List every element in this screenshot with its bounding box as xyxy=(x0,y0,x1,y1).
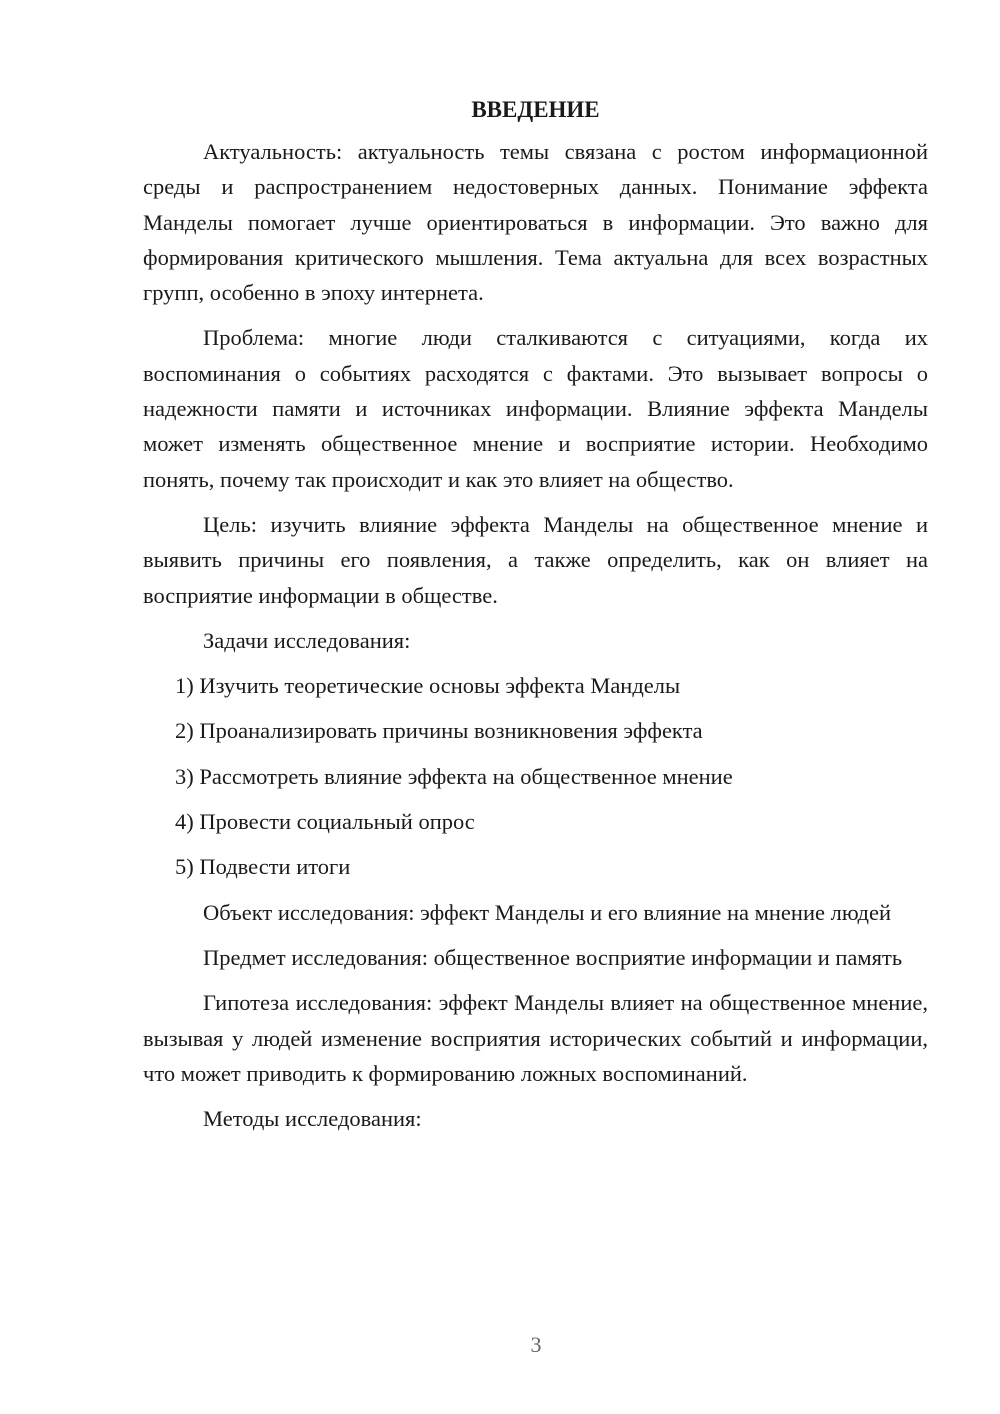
object-paragraph: Объект исследования: эффект Манделы и его влияние на мнение людей xyxy=(203,899,891,925)
page-number: 3 xyxy=(530,1332,542,1357)
task-item-3: 3) Рассмотреть влияние эффекта на общественное мнение xyxy=(175,763,733,789)
problem-paragraph: Проблема: многие люди сталкиваются с ситуациями, когда их воспоминания о событиях расходятся с фактами. Это вызывает вопросы о надежности памяти и источниках информации. Влияние эффекта Манделы может изменять общественное мнение и восприятие истории. Необходимо понять, почему так происходит и как это влияет на общество. xyxy=(143,325,928,492)
tasks-list xyxy=(143,668,928,884)
task-item-1: 1) Изучить теоретические основы эффекта Манделы xyxy=(175,673,681,699)
subject-paragraph: Предмет исследования: общественное восприятие информации и память xyxy=(203,944,903,970)
tasks-intro: Задачи исследования: xyxy=(203,627,411,653)
task-item-2: 2) Проанализировать причины возникновения эффекта xyxy=(175,718,703,744)
hypothesis-paragraph: Гипотеза исследования: эффект Манделы влияет на общественное мнение, вызывая у людей изменение восприятия исторических событий и информации, что может приводить к формированию ложных воспоминаний. xyxy=(143,990,928,1086)
methods-paragraph: Методы исследования: xyxy=(203,1106,422,1132)
relevance-paragraph: Актуальность: актуальность темы связана с ростом информационной среды и распространением недостоверных данных. Понимание эффекта Манделы помогает лучше ориентироваться в информации. Это важно для формирования критического мышления. Тема актуальна для всех возрастных групп, особенно в эпоху интернета. xyxy=(143,139,928,306)
task-item-4: 4) Провести социальный опрос xyxy=(175,809,475,835)
document-page xyxy=(143,94,928,1146)
page-title: ВВЕДЕНИЕ xyxy=(471,97,600,122)
task-item-5: 5) Подвести итоги xyxy=(175,854,351,880)
goal-paragraph: Цель: изучить влияние эффекта Манделы на общественное мнение и выявить причины его появления, а также определить, как он влияет на восприятие информации в обществе. xyxy=(143,511,928,608)
